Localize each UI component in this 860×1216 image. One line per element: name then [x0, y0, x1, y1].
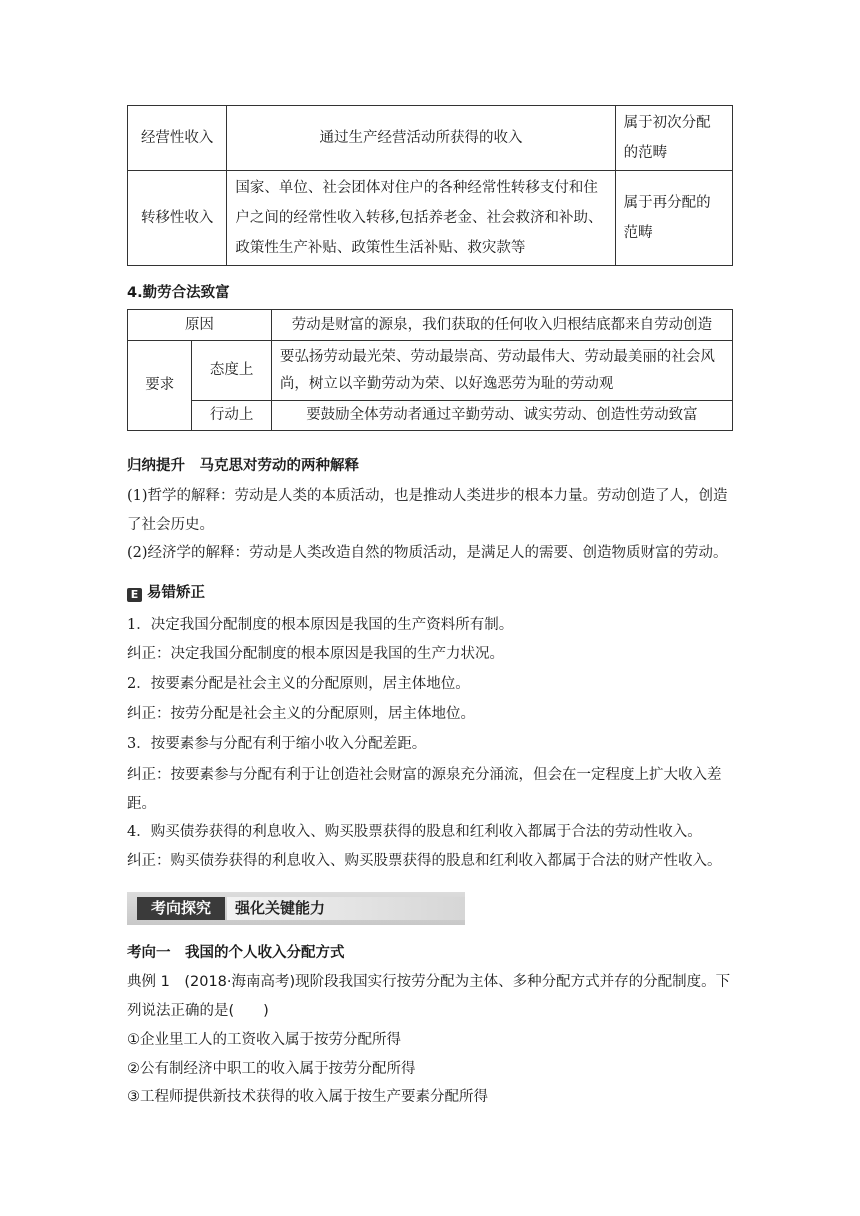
table-row — [128, 401, 733, 431]
attitude-text: 要弘扬劳动最光荣、劳动最崇高、劳动最伟大、劳动最美丽的社会风尚，树立以辛勤劳动为荣、以好逸恶劳为耻的劳动观 — [271, 341, 732, 401]
labor-table — [127, 309, 733, 431]
action-text: 要鼓励全体劳动者通过辛勤劳动、诚实劳动、创造性劳动致富 — [271, 401, 732, 431]
income-category: 属于初次分配的范畴 — [615, 106, 732, 171]
example-option: ②公有制经济中职工的收入属于按劳分配所得 — [127, 1061, 416, 1077]
attitude-label: 态度上 — [192, 341, 271, 401]
example-option: ①企业里工人的工资收入属于按劳分配所得 — [127, 1032, 401, 1048]
correction-statement: 4．购买债券获得的利息收入、购买股票获得的股息和红利收入都属于合法的劳动性收入。 — [127, 824, 702, 840]
banner-subtitle: 强化关键能力 — [227, 897, 465, 920]
correction-statement: 1．决定我国分配制度的根本原因是我国的生产资料所有制。 — [127, 617, 514, 633]
correction-statement: 2．按要素分配是社会主义的分配原则，居主体地位。 — [127, 676, 470, 692]
reason-label: 原因 — [128, 310, 272, 341]
example-question: 典例 1 (2018·海南高考)现阶段我国实行按劳分配为主体、多种分配方式并存的分配制度。下列说法正确的是( ) — [127, 974, 731, 1019]
requirement-label: 要求 — [128, 341, 192, 431]
income-description: 国家、单位、社会团体对住户的各种经常性转移支付和住户之间的经常性收入转移,包括养老金、社会救济和补助、政策性生产补贴、政策性生活补贴、救灾款等 — [227, 171, 615, 266]
summary-item: (2)经济学的解释：劳动是人类改造自然的物质活动，是满足人的需要、创造物质财富的劳动。 — [127, 545, 728, 561]
section-banner — [127, 892, 465, 925]
income-description: 通过生产经营活动所获得的收入 — [227, 106, 615, 171]
corrections-heading — [127, 580, 737, 607]
income-type-table — [127, 105, 733, 266]
income-label: 经营性收入 — [128, 106, 227, 171]
income-category: 属于再分配的范畴 — [615, 171, 732, 266]
correction-statement: 3．按要素参与分配有利于缩小收入分配差距。 — [127, 736, 427, 752]
corrections-heading-text: 易错矫正 — [147, 585, 205, 601]
correction-fix: 纠正：决定我国分配制度的根本原因是我国的生产力状况。 — [127, 646, 504, 662]
example-heading: 考向一 我国的个人收入分配方式 — [127, 945, 345, 961]
section-heading: 4.勤劳合法致富 — [127, 285, 230, 301]
correction-fix: 纠正：按劳分配是社会主义的分配原则，居主体地位。 — [127, 706, 475, 722]
example-option: ③工程师提供新技术获得的收入属于按生产要素分配所得 — [127, 1089, 488, 1105]
reason-text: 劳动是财富的源泉，我们获取的任何收入归根结底都来自劳动创造 — [271, 310, 732, 341]
action-label: 行动上 — [192, 401, 271, 431]
summary-heading: 归纳提升 马克思对劳动的两种解释 — [127, 458, 359, 474]
error-correction-icon: E — [127, 588, 142, 602]
table-row — [128, 341, 733, 401]
summary-item: (1)哲学的解释：劳动是人类的本质活动，也是推动人类进步的根本力量。劳动创造了人，创造了社会历史。 — [127, 488, 728, 533]
banner-title: 考向探究 — [137, 897, 225, 920]
correction-fix: 纠正：按要素参与分配有利于让创造社会财富的源泉充分涌流，但会在一定程度上扩大收入差距。 — [127, 767, 722, 812]
income-label: 转移性收入 — [128, 171, 227, 266]
table-row — [128, 310, 733, 341]
table-row — [128, 106, 733, 171]
table-row — [128, 171, 733, 266]
correction-fix: 纠正：购买债券获得的利息收入、购买股票获得的股息和红利收入都属于合法的财产性收入。 — [127, 853, 722, 869]
